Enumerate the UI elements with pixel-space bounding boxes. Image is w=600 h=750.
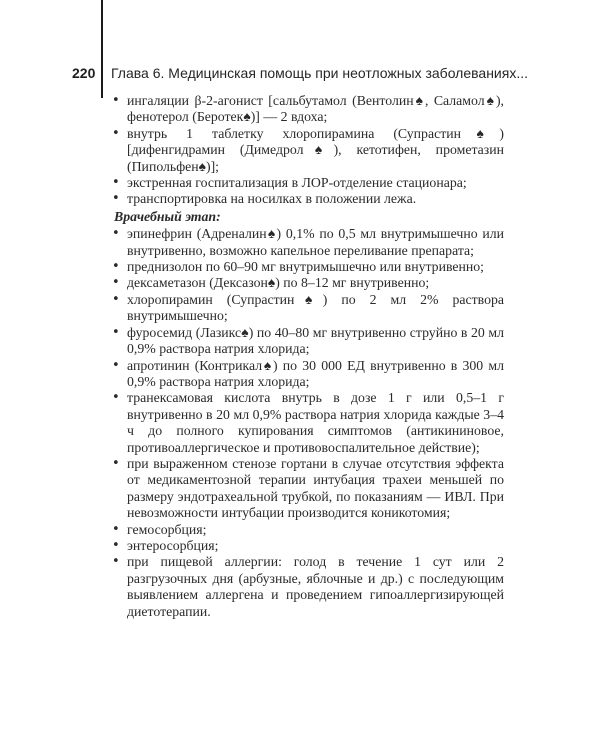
- page-number: 220: [72, 65, 96, 81]
- list-item: • апротинин (Контрикал♠) по 30 000 ЕД внутривенно в 300 мл 0,9% раствора натрия хлорида;: [112, 358, 504, 391]
- list-item: • транексамовая кислота внутрь в дозе 1 г или 0,5–1 г внутривенно в 20 мл 0,9% раствора натрия хлорида каждые 3–4 ч до полного купирования симптомов (антикининовое, противоаллергическое и противовоспалительное действие);: [112, 390, 504, 456]
- running-header: [0, 64, 600, 86]
- chapter-title: Глава 6. Медицинская помощь при неотложных заболеваниях...: [111, 65, 529, 81]
- page-body: [112, 93, 504, 620]
- section-heading: Врачебный этап:: [114, 208, 221, 224]
- list-item: • дексаметазон (Дексазон♠) по 8–12 мг внутривенно;: [112, 275, 504, 291]
- list-item: • при пищевой аллергии: голод в течение 1 сут или 2 разгрузочных дня (арбузные, яблочные и др.) с последующим выявлением аллергена и проведением гипоаллергизирующей диетотерапии.: [112, 554, 504, 620]
- doctor-stage-list: [112, 226, 504, 620]
- list-item: • транспортировка на носилках в положении лежа.: [112, 191, 504, 207]
- list-item: • экстренная госпитализация в ЛОР-отделение стационара;: [112, 175, 504, 191]
- list-item: • преднизолон по 60–90 мг внутримышечно или внутривенно;: [112, 259, 504, 275]
- list-item: • эпинефрин (Адреналин♠) 0,1% по 0,5 мл внутримышечно или внутривенно, возможно капельное переливание препарата;: [112, 226, 504, 259]
- list-item: • внутрь 1 таблетку хлоропирамина (Супрастин♠) [дифенгидрамин (Димедрол♠), кетотифен, прометазин (Пипольфен♠)];: [112, 126, 504, 175]
- list-item: • ингаляции β-2-агонист [сальбутамол (Вентолин♠, Саламол♠), фенотерол (Беротек♠)] — 2 вдоха;: [112, 93, 504, 126]
- list-item: • гемосорбция;: [112, 522, 504, 538]
- list-item: • при выраженном стенозе гортани в случае отсутствия эффекта от медикаментозной терапии интубация трахеи меньшей по размеру эндотрахеальной трубкой, по показаниям — ИВЛ. При невозможности интубации производится коникотомия;: [112, 456, 504, 522]
- list-item: • энтеросорбция;: [112, 538, 504, 554]
- first-aid-list: [112, 93, 504, 208]
- list-item: • фуросемид (Лазикс♠) по 40–80 мг внутривенно струйно в 20 мл 0,9% раствора натрия хлорида;: [112, 325, 504, 358]
- list-item: • хлоропирамин (Супрастин♠) по 2 мл 2% раствора внутримышечно;: [112, 292, 504, 325]
